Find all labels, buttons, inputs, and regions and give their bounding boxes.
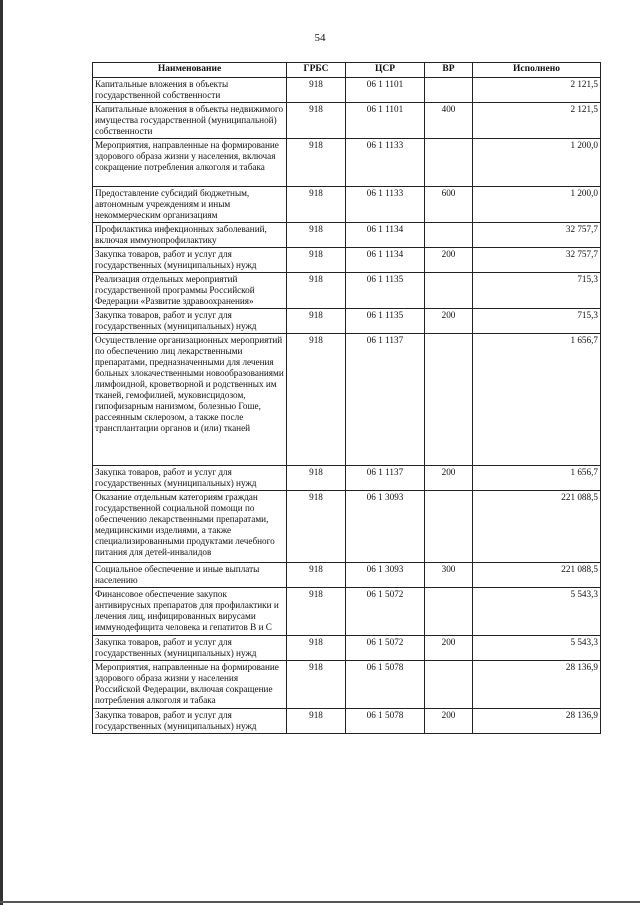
cell-csr: 06 1 5072 [346, 588, 425, 636]
page-edge-mark [0, 0, 3, 905]
cell-sum: 715,3 [473, 309, 601, 334]
cell-csr: 06 1 1135 [346, 309, 425, 334]
table-row [93, 273, 601, 309]
header-sum: Исполнено [473, 63, 601, 78]
cell-csr: 06 1 5078 [346, 709, 425, 734]
cell-sum: 1 200,0 [473, 139, 601, 187]
cell-vr: 200 [425, 466, 473, 491]
cell-name: Реализация отдельных мероприятий государственной программы Российской Федерации «Развитие здравоохранения» [93, 273, 287, 309]
cell-grbs: 918 [287, 588, 346, 636]
table-row [93, 491, 601, 563]
cell-vr: 200 [425, 709, 473, 734]
table-row [93, 636, 601, 661]
cell-sum: 32 757,7 [473, 248, 601, 273]
table-row [93, 563, 601, 588]
table-row [93, 466, 601, 491]
cell-vr [425, 139, 473, 187]
cell-grbs: 918 [287, 223, 346, 248]
cell-vr: 200 [425, 309, 473, 334]
cell-name: Мероприятия, направленные на формирование здорового образа жизни у населения, включая сокращение потребления алкоголя и табака [93, 139, 287, 187]
cell-csr: 06 1 5078 [346, 661, 425, 709]
table-row [93, 709, 601, 734]
cell-sum: 2 121,5 [473, 103, 601, 139]
cell-grbs: 918 [287, 334, 346, 466]
cell-csr: 06 1 1101 [346, 103, 425, 139]
table-row [93, 223, 601, 248]
cell-sum: 1 656,7 [473, 466, 601, 491]
cell-sum: 221 088,5 [473, 491, 601, 563]
cell-sum: 1 656,7 [473, 334, 601, 466]
cell-sum: 221 088,5 [473, 563, 601, 588]
cell-name: Предоставление субсидий бюджетным, автономным учреждениям и иным некоммерческим организациям [93, 187, 287, 223]
cell-sum: 2 121,5 [473, 78, 601, 103]
header-csr: ЦСР [346, 63, 425, 78]
cell-vr [425, 491, 473, 563]
cell-sum: 5 543,3 [473, 636, 601, 661]
cell-vr: 400 [425, 103, 473, 139]
cell-name: Капитальные вложения в объекты недвижимого имущества государственной (муниципальной) собственности [93, 103, 287, 139]
cell-name: Социальное обеспечение и иные выплаты населению [93, 563, 287, 588]
cell-name: Капитальные вложения в объекты государственной собственности [93, 78, 287, 103]
cell-sum: 28 136,9 [473, 709, 601, 734]
cell-sum: 715,3 [473, 273, 601, 309]
table-row [93, 661, 601, 709]
table-row [93, 588, 601, 636]
cell-grbs: 918 [287, 309, 346, 334]
cell-vr [425, 223, 473, 248]
table-row [93, 78, 601, 103]
cell-csr: 06 1 1133 [346, 187, 425, 223]
cell-grbs: 918 [287, 248, 346, 273]
cell-grbs: 918 [287, 563, 346, 588]
cell-name: Профилактика инфекционных заболеваний, включая иммунопрофилактику [93, 223, 287, 248]
cell-vr: 600 [425, 187, 473, 223]
cell-csr: 06 1 3093 [346, 491, 425, 563]
cell-grbs: 918 [287, 187, 346, 223]
cell-grbs: 918 [287, 466, 346, 491]
table-row [93, 334, 601, 466]
bottom-scan-line [0, 901, 640, 903]
cell-csr: 06 1 1137 [346, 466, 425, 491]
table-row [93, 248, 601, 273]
header-grbs: ГРБС [287, 63, 346, 78]
cell-vr [425, 661, 473, 709]
cell-vr [425, 588, 473, 636]
cell-csr: 06 1 1134 [346, 223, 425, 248]
cell-name: Закупка товаров, работ и услуг для государственных (муниципальных) нужд [93, 636, 287, 661]
cell-grbs: 918 [287, 661, 346, 709]
cell-csr: 06 1 1137 [346, 334, 425, 466]
budget-table [92, 62, 601, 734]
cell-vr: 300 [425, 563, 473, 588]
cell-vr: 200 [425, 248, 473, 273]
cell-csr: 06 1 1101 [346, 78, 425, 103]
cell-vr [425, 273, 473, 309]
cell-grbs: 918 [287, 491, 346, 563]
cell-vr: 200 [425, 636, 473, 661]
cell-csr: 06 1 3093 [346, 563, 425, 588]
cell-grbs: 918 [287, 139, 346, 187]
cell-vr [425, 78, 473, 103]
cell-sum: 1 200,0 [473, 187, 601, 223]
cell-grbs: 918 [287, 709, 346, 734]
cell-grbs: 918 [287, 636, 346, 661]
table-row [93, 187, 601, 223]
cell-name: Оказание отдельным категориям граждан государственной социальной помощи по обеспечению лекарственными препаратами, медицинскими изделиями, а также специализированными продуктами лечебного питания для детей-инвалидов [93, 491, 287, 563]
cell-name: Осуществление организационных мероприятий по обеспечению лиц лекарственными препаратами, предназначенными для лечения больных злокачественными новообразованиями лимфоидной, кроветворной и родственных им тканей, гемофилией, муковисцидозом, гипофизарным нанизмом, болезнью Гоше, рассеянным склерозом, а также после трансплантации органов и (или) тканей [93, 334, 287, 466]
cell-sum: 5 543,3 [473, 588, 601, 636]
cell-grbs: 918 [287, 273, 346, 309]
cell-csr: 06 1 5072 [346, 636, 425, 661]
header-vr: ВР [425, 63, 473, 78]
cell-grbs: 918 [287, 78, 346, 103]
cell-csr: 06 1 1133 [346, 139, 425, 187]
table-row [93, 139, 601, 187]
table-header-row [93, 63, 601, 78]
page-number: 54 [314, 32, 326, 44]
cell-name: Закупка товаров, работ и услуг для государственных (муниципальных) нужд [93, 248, 287, 273]
header-name: Наименование [93, 63, 287, 78]
cell-sum: 32 757,7 [473, 223, 601, 248]
cell-sum: 28 136,9 [473, 661, 601, 709]
cell-csr: 06 1 1134 [346, 248, 425, 273]
cell-vr [425, 334, 473, 466]
cell-name: Мероприятия, направленные на формирование здорового образа жизни у населения Российской Федерации, включая сокращение потребления алкоголя и табака [93, 661, 287, 709]
cell-grbs: 918 [287, 103, 346, 139]
cell-name: Закупка товаров, работ и услуг для государственных (муниципальных) нужд [93, 709, 287, 734]
cell-name: Закупка товаров, работ и услуг для государственных (муниципальных) нужд [93, 309, 287, 334]
cell-csr: 06 1 1135 [346, 273, 425, 309]
cell-name: Закупка товаров, работ и услуг для государственных (муниципальных) нужд [93, 466, 287, 491]
cell-name: Финансовое обеспечение закупок антивирусных препаратов для профилактики и лечения лиц, инфицированных вирусами иммунодефицита человека и гепатитов В и С [93, 588, 287, 636]
table-row [93, 309, 601, 334]
table-row [93, 103, 601, 139]
